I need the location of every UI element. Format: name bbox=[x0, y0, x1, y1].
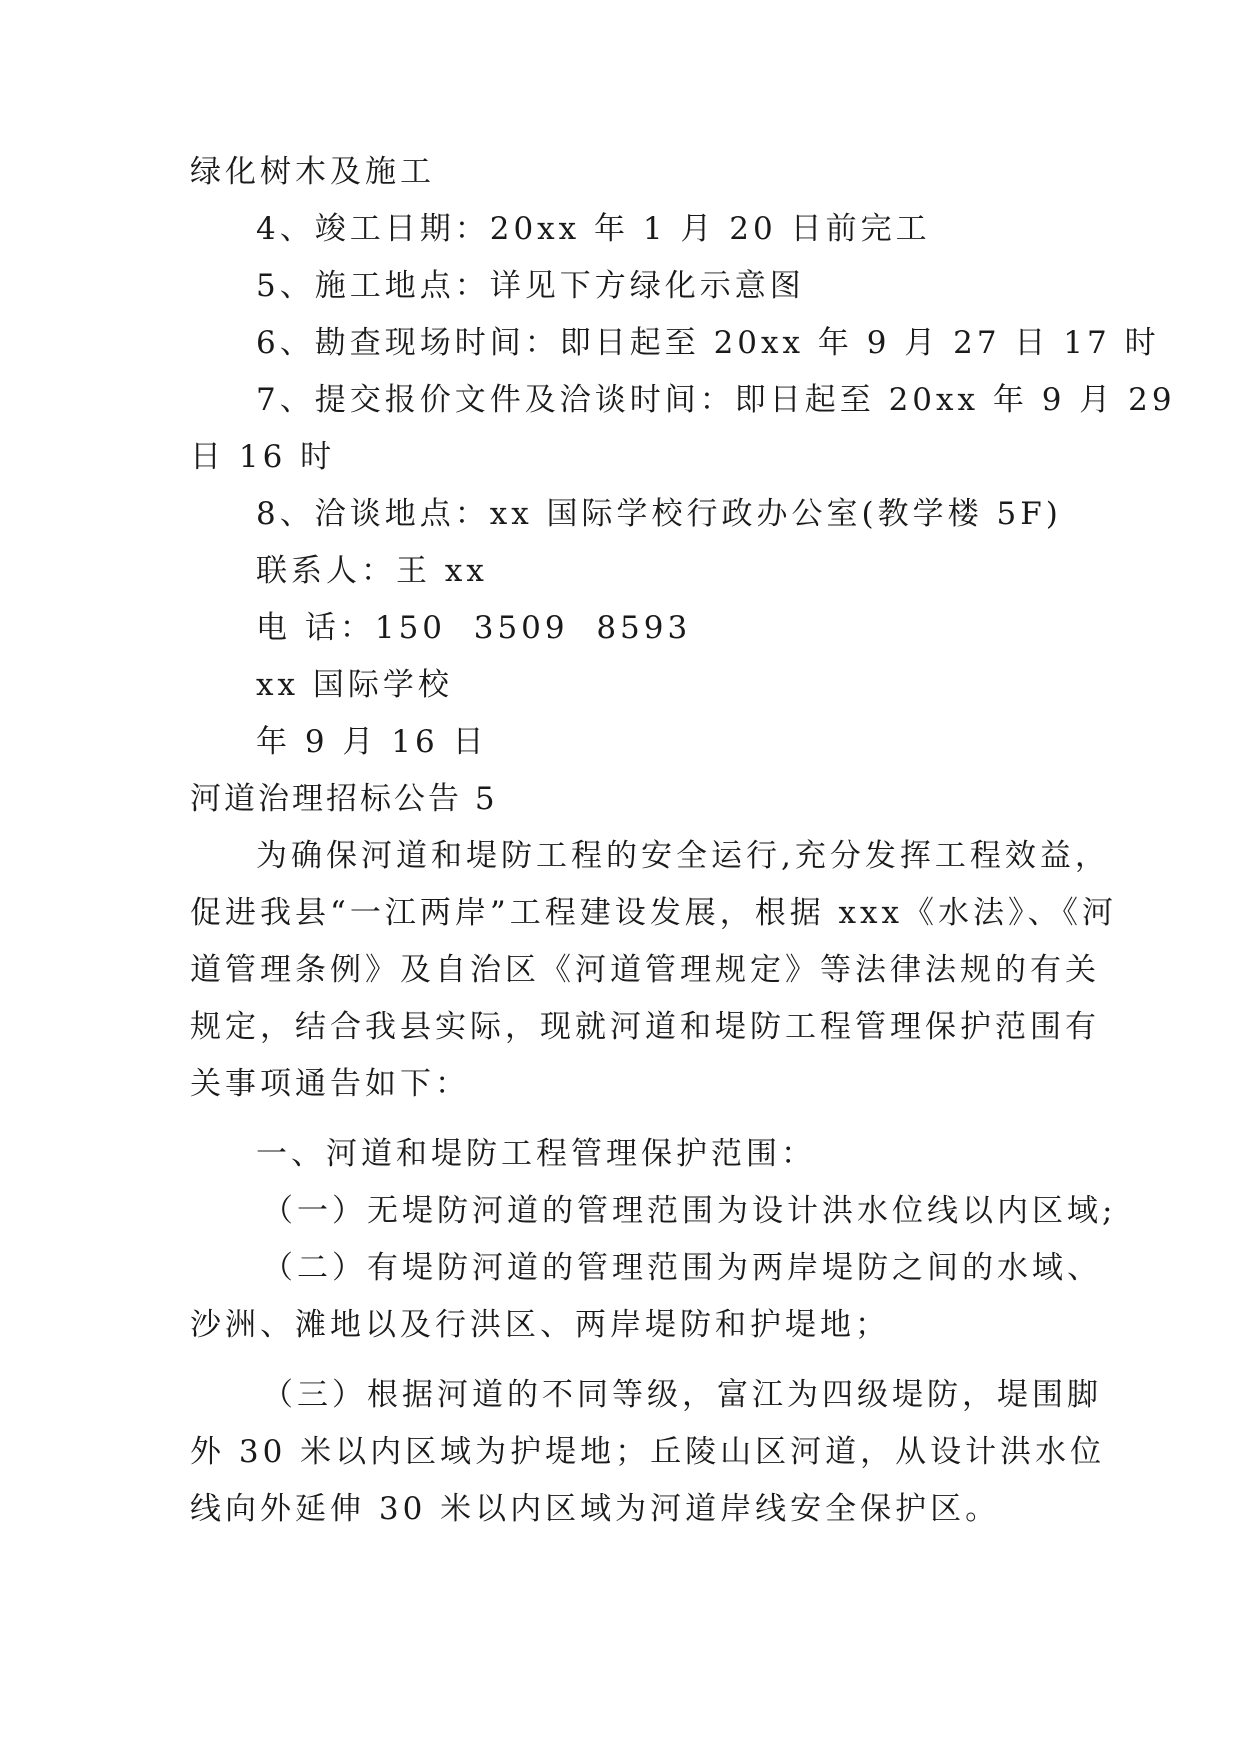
text-line-15: 道管理条例》及自治区《河道管理规定》等法律法规的有关 bbox=[190, 952, 1100, 988]
text-line-2: 4、竣工日期：20xx 年 1 月 20 日前完工 bbox=[256, 211, 931, 247]
text-line-10: xx 国际学校 bbox=[256, 667, 453, 703]
text-line-16: 规定，结合我县实际，现就河道和堤防工程管理保护范围有 bbox=[190, 1009, 1100, 1045]
text-line-24: 线向外延伸 30 米以内区域为河道岸线安全保护区。 bbox=[190, 1491, 1001, 1527]
text-line-21: 沙洲、滩地以及行洪区、两岸堤防和护堤地； bbox=[190, 1307, 890, 1343]
text-line-1: 绿化树木及施工 bbox=[190, 154, 435, 190]
text-line-13: 为确保河道和堤防工程的安全运行,充分发挥工程效益， bbox=[256, 838, 1110, 874]
text-line-8: 联系人：王 xx bbox=[256, 553, 488, 589]
text-line-19: （一）无堤防河道的管理范围为设计洪水位线以内区域; bbox=[262, 1193, 1117, 1229]
text-line-22: （三）根据河道的不同等级，富江为四级堤防，堤围脚 bbox=[262, 1377, 1102, 1413]
text-line-4: 6、勘查现场时间：即日起至 20xx 年 9 月 27 日 17 时 bbox=[256, 325, 1160, 361]
text-line-20: （二）有堤防河道的管理范围为两岸堤防之间的水域、 bbox=[262, 1250, 1102, 1286]
section-heading: 河道治理招标公告 5 bbox=[190, 781, 498, 817]
text-line-7: 8、洽谈地点：xx 国际学校行政办公室(教学楼 5F) bbox=[256, 496, 1062, 532]
text-line-14: 促进我县“一江两岸”工程建设发展，根据 xxx《水法》、《河 bbox=[190, 895, 1117, 931]
text-line-18: 一、河道和堤防工程管理保护范围： bbox=[256, 1136, 816, 1172]
text-line-17: 关事项通告如下： bbox=[190, 1066, 470, 1102]
text-line-23: 外 30 米以内区域为护堤地；丘陵山区河道，从设计洪水位 bbox=[190, 1434, 1106, 1470]
text-line-6: 日 16 时 bbox=[190, 439, 336, 475]
text-line-5: 7、提交报价文件及洽谈时间：即日起至 20xx 年 9 月 29 bbox=[256, 382, 1176, 418]
text-line-9: 电 话：150 3509 8593 bbox=[256, 610, 692, 646]
text-line-3: 5、施工地点：详见下方绿化示意图 bbox=[256, 268, 805, 304]
text-line-11: 年 9 月 16 日 bbox=[256, 724, 488, 760]
